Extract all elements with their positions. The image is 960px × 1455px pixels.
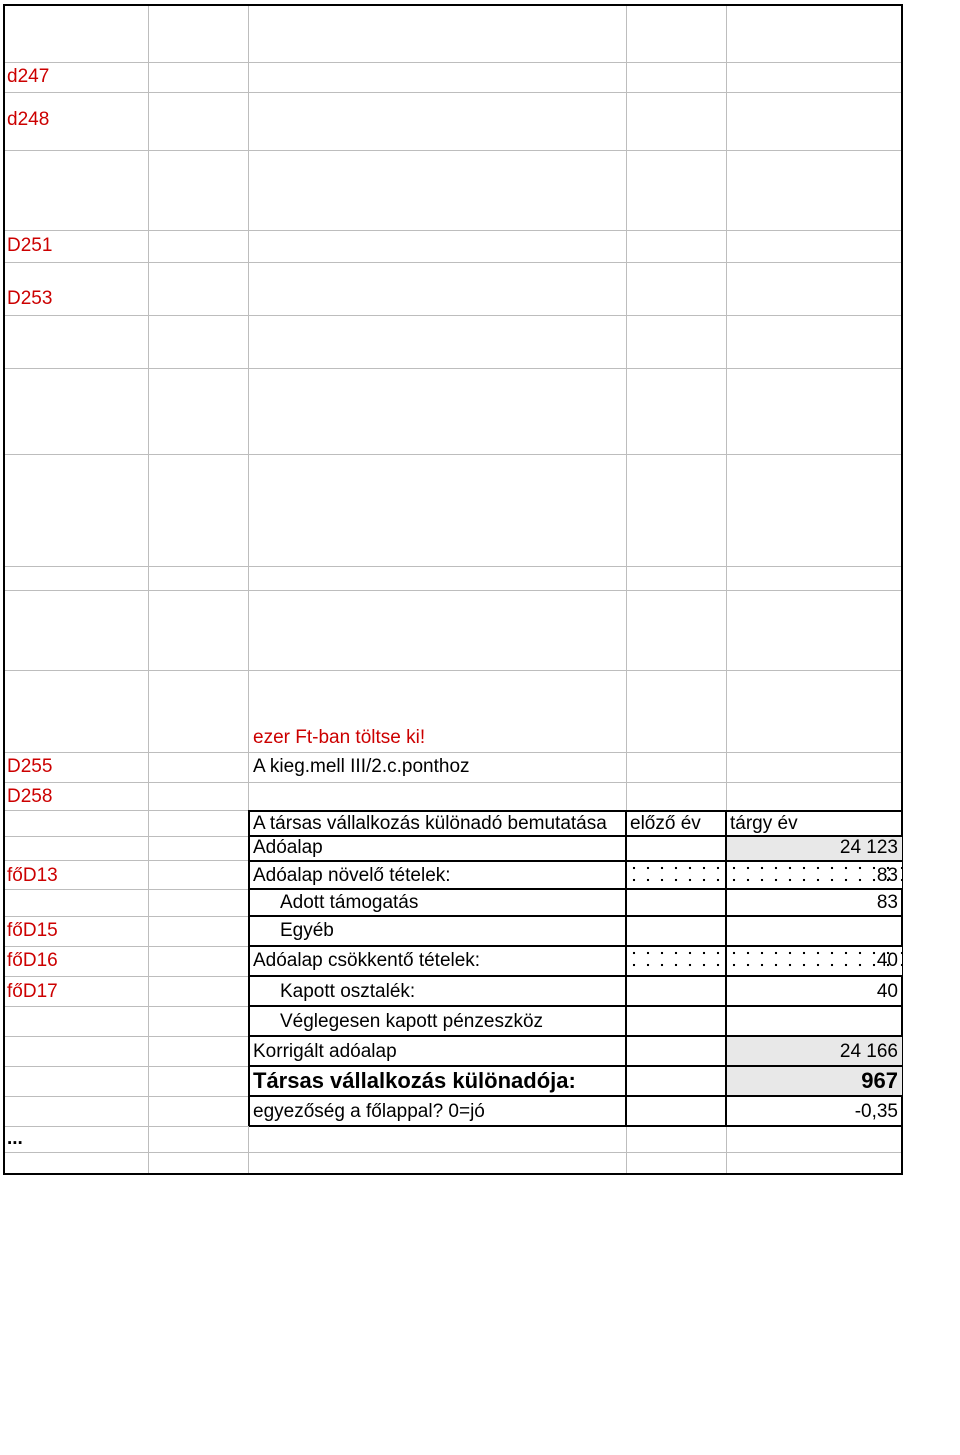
row-code: főD17 — [7, 981, 58, 1002]
table-border — [249, 945, 903, 947]
row-code: D251 — [7, 235, 53, 256]
value-cell[interactable]: 40 — [876, 981, 898, 1002]
table-border — [249, 915, 903, 917]
table-border — [249, 1035, 903, 1037]
total-value-cell[interactable]: 967 — [861, 1068, 898, 1093]
table-border — [248, 810, 250, 1126]
table-border — [249, 810, 903, 812]
table-border — [249, 975, 903, 977]
value-cell[interactable]: 40 — [876, 950, 898, 971]
row-code: D255 — [7, 756, 53, 777]
row-label-total: Társas vállalkozás különadója: — [253, 1068, 576, 1093]
table-border — [249, 860, 903, 862]
row-label: egyezőség a főlappal? 0=jó — [253, 1101, 485, 1122]
pattern-cell — [627, 947, 726, 975]
row-code: d248 — [7, 109, 50, 130]
row-label: Korrigált adóalap — [253, 1041, 397, 1062]
row-label: Kapott osztalék: — [280, 981, 416, 1002]
table-border — [249, 1005, 903, 1007]
pattern-cell — [627, 862, 726, 888]
row-label: Adott támogatás — [280, 892, 419, 913]
table-border — [249, 1125, 903, 1127]
row-label: Egyéb — [280, 920, 334, 941]
row-label: Adóalap — [253, 837, 323, 858]
value-cell[interactable]: 83 — [876, 892, 898, 913]
value-cell[interactable]: 24 166 — [839, 1041, 898, 1062]
column-header-curr: tárgy év — [730, 813, 798, 834]
row-code: főD15 — [7, 920, 58, 941]
value-cell[interactable]: 24 123 — [839, 837, 898, 858]
row-code: D253 — [7, 288, 53, 309]
table-border — [725, 810, 727, 1126]
row-code: d247 — [7, 66, 50, 87]
table-border — [249, 888, 903, 890]
ellipsis-text: ... — [7, 1128, 23, 1149]
row-label: Adóalap növelő tételek: — [253, 865, 451, 886]
row-code: D258 — [7, 786, 53, 807]
row-label: Véglegesen kapott pénzeszköz — [280, 1011, 544, 1032]
table-border — [625, 810, 627, 1126]
value-cell[interactable]: 83 — [876, 865, 898, 886]
column-header-prev: előző év — [630, 813, 701, 834]
row-label: Adóalap csökkentő tételek: — [253, 950, 481, 971]
row-code: főD13 — [7, 865, 58, 886]
table-border — [249, 1065, 903, 1067]
reference-note: A kieg.mell III/2.c.ponthoz — [253, 756, 470, 777]
table-border — [249, 1095, 903, 1097]
table-title: A társas vállalkozás különadó bemutatása — [253, 813, 607, 834]
row-code: főD16 — [7, 950, 58, 971]
value-cell[interactable]: -0,35 — [854, 1101, 898, 1122]
unit-note: ezer Ft-ban töltse ki! — [253, 727, 426, 748]
